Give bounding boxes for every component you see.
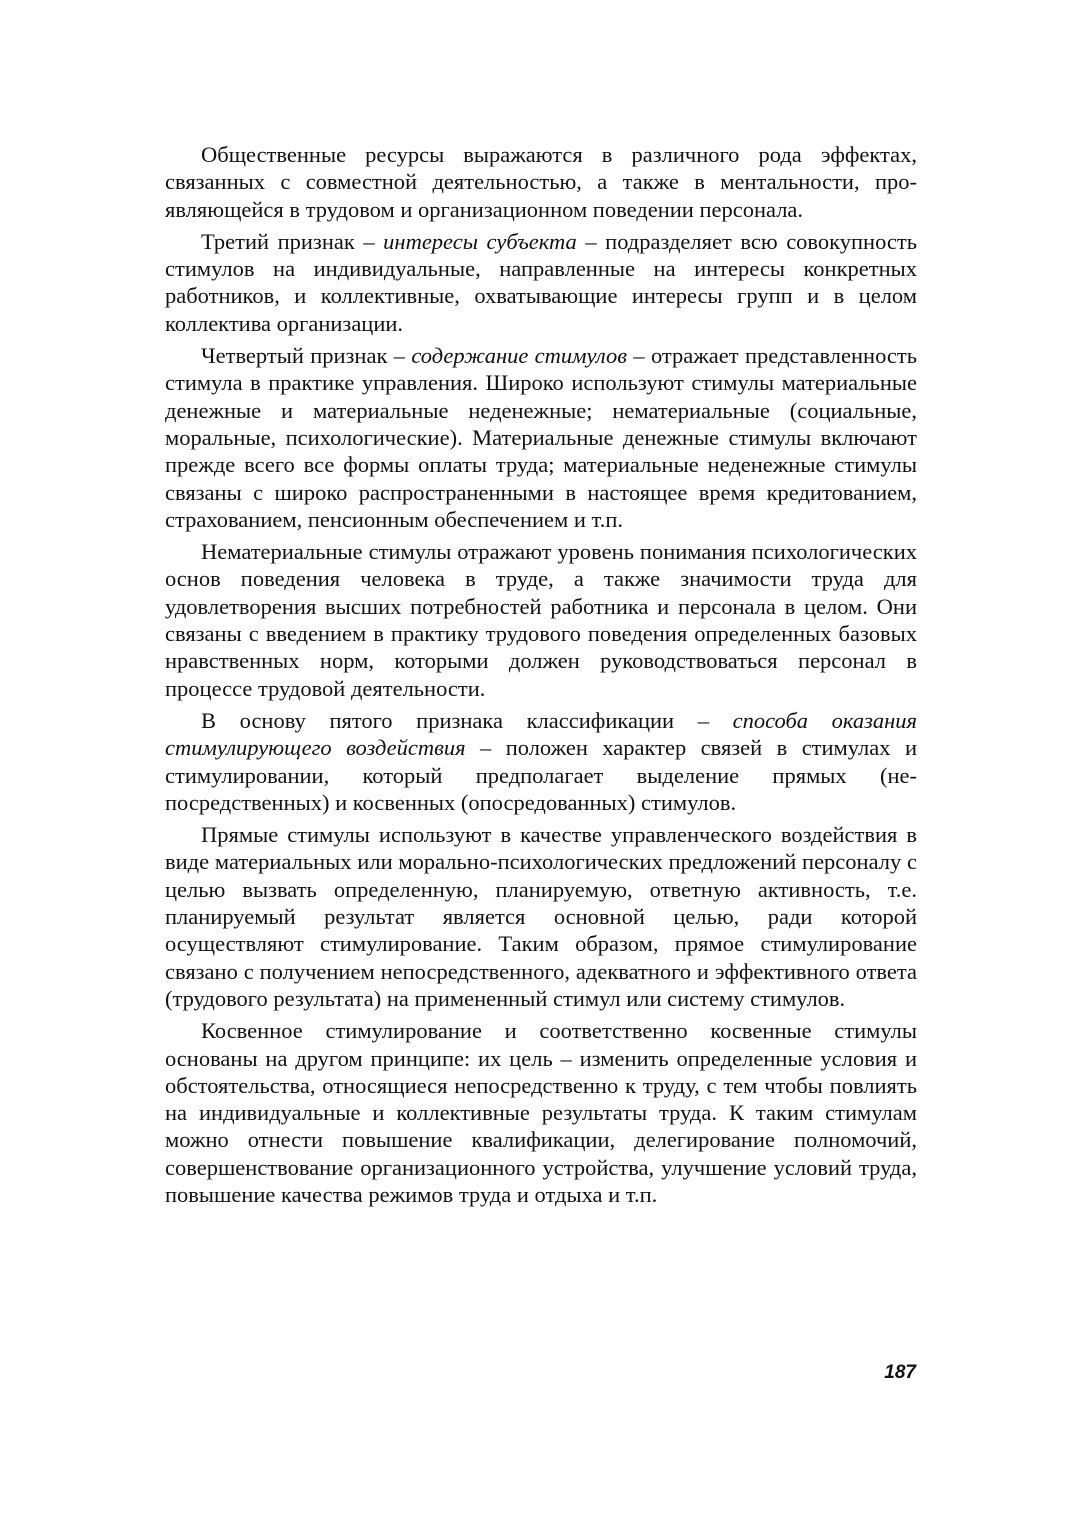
paragraph (165, 141, 917, 223)
paragraph (165, 538, 917, 702)
paragraph (165, 821, 917, 1012)
text-run: Прямые стимулы используют в качестве управленческого воздействия в виде материальных или морально-психологических предложений персоналу с целью вызвать определенную, планируемую, ответную активность, т.е. планируемый результат является основной целью, ради которой осуществляют стимулирование. Таким образом, прямое стимулирование связано с получением непосредственного, адекватного и эффективного ответа (трудового результата) на примененный стимул или систему стимулов. (165, 822, 917, 1011)
italic-term: способа оказания стимулирующего воздействия (165, 707, 917, 761)
text-run: Косвенное стимулирование и соответственно косвенные стимулы основаны на другом принципе: их цель – изменить определенные условия и обстоятельства, относящиеся непосредственно к труду, с тем чтобы повлиять на индивидуальные и коллективные результаты труда. К таким стимулам можно отнести повышение квалификации, делегирование полномочий, совершенствование организационного устройства, улучшение условий труда, повышение качества режимов труда и отдыха и т.п. (165, 1018, 917, 1207)
text-run: Общественные ресурсы выражаются в различного рода эффектах, связанных с совместной деятельностью, а также в ментальности, проявляющейся в трудовом и организационном поведении персонала. (165, 142, 917, 222)
italic-term: интересы субъекта (383, 228, 577, 254)
italic-term: содержание стимулов (411, 343, 628, 369)
text-run: – отражает представленность стимула в практике управления. Широко используют стимулы материальные денежные и материальные неденежные; нематериальные (социальные, моральные, психологические). Материальные денежные стимулы включают прежде всего все формы оплаты труда; материальные неденежные стимулы связаны с широко распространенными в настоящее время кредитованием, страхованием, пенсионным обеспечением и т.п. (165, 343, 917, 532)
paragraph (165, 228, 917, 337)
text-run: – подразделяет всю совокупность стимулов на индивидуальные, направленные на интересы конкретных работников, и коллективные, охватывающие интересы групп и в целом коллектива организации. (165, 228, 917, 336)
text-run: Третий признак – (201, 228, 384, 254)
text-run: В основу пятого признака классификации – (201, 707, 733, 733)
paragraph (165, 342, 917, 533)
text-run: – положен характер связей в стимулах и стимулировании, который предполагает выделение прямых (непосредственных) и косвенных (опосредованных) стимулов. (165, 735, 917, 815)
paragraph (165, 1017, 917, 1208)
body-text (165, 141, 917, 1213)
paragraph (165, 707, 917, 816)
text-run: Четвертый признак – (201, 343, 412, 369)
page-number: 187 (884, 1362, 916, 1383)
text-run: Нематериальные стимулы отражают уровень понимания психологических основ поведения человека в труде, а также значимости труда для удовлетворения высших потребностей работника и персонала в целом. Они связаны с введением в практику трудового поведения определенных базовых нравственных норм, которыми должен руководствоваться персонал в процессе трудовой деятельности. (165, 539, 917, 701)
